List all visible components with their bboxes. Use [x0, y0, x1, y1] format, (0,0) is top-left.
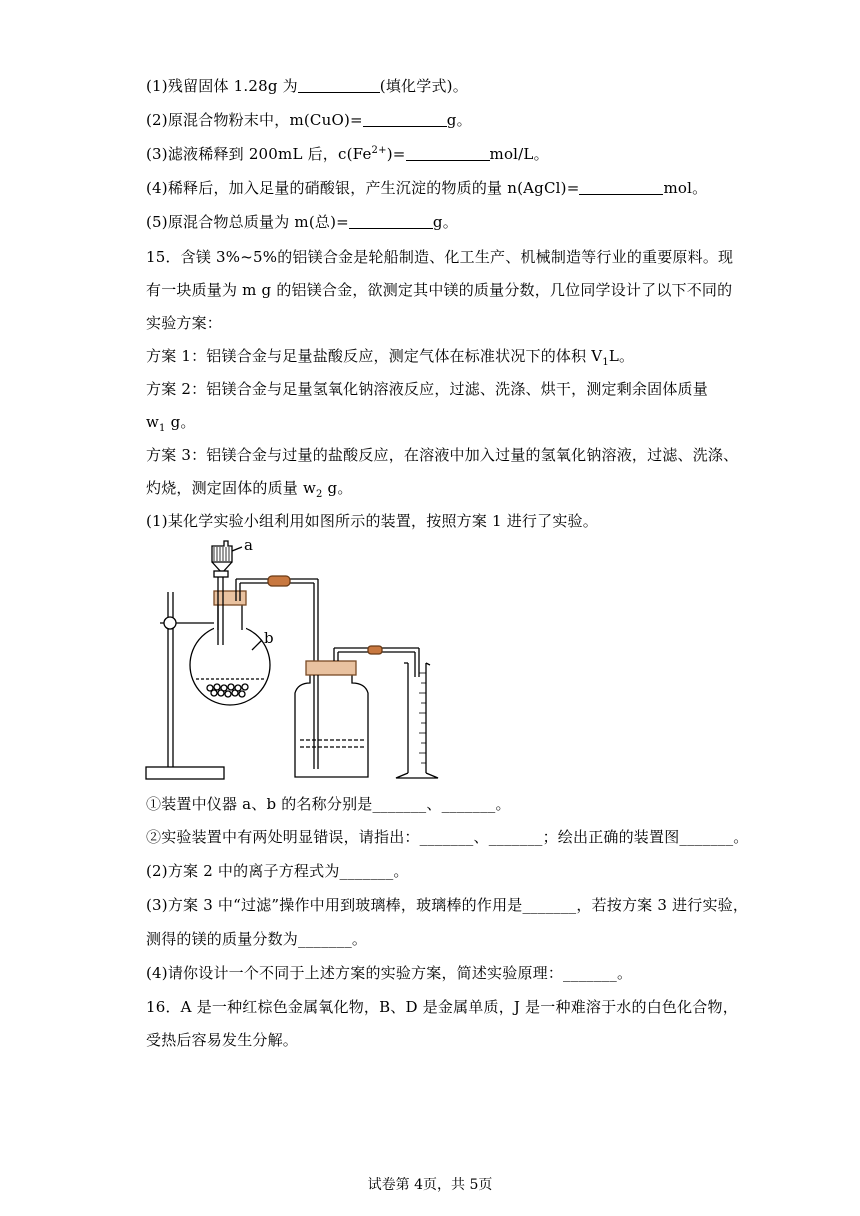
- round-bottom-flask: [190, 625, 270, 705]
- plan-2-line1: 方案 2：铝镁合金与足量氢氧化钠溶液反应，过滤、洗涤、烘干，测定剩余固体质量: [146, 380, 708, 398]
- label-a: a: [244, 537, 253, 554]
- plan-1: 方案 1：铝镁合金与足量盐酸反应，测定气体在标准状况下的体积 $V_1L$。: [146, 347, 635, 368]
- answer-blank[interactable]: [298, 78, 380, 93]
- q15-part1-i: ①装置中仪器 a、b 的名称分别是_______、_______。: [146, 795, 511, 813]
- flask-stopper: [214, 591, 246, 605]
- q15-stem-line3: 实验方案：: [146, 314, 223, 332]
- q15-stem-line1: 15．含镁 3%~5%的铝镁合金是轮船制造、化工生产、机械制造等行业的重要原料。现: [146, 248, 734, 266]
- plan-3-line2: 灼烧，测定固体的质量 $w_2$ g。: [146, 479, 353, 500]
- q15-part3-line2: 测得的镁的质量分数为_______。: [146, 930, 368, 948]
- answer-blank[interactable]: [406, 146, 490, 161]
- q15-part1-ii: ②实验装置中有两处明显错误，请指出：_______、_______；绘出正确的装置图_______。: [146, 828, 749, 846]
- q15-stem-line2: 有一块质量为 m g 的铝镁合金，欲测定其中镁的质量分数，几位同学设计了以下不同的: [146, 281, 733, 299]
- page-footer: 试卷第 4页，共 5页: [367, 1177, 493, 1193]
- q16-stem-line1: 16．A 是一种红棕色金属氧化物，B、D 是金属单质，J 是一种难溶于水的白色化合物，: [146, 998, 738, 1016]
- q15-part2: (2)方案 2 中的离子方程式为_______。: [146, 862, 409, 880]
- stand-base: [146, 767, 224, 779]
- plan-2-line2: $w_1$ g。: [146, 413, 196, 434]
- plan-3-line1: 方案 3：铝镁合金与过量的盐酸反应，在溶液中加入过量的氢氧化钠溶液，过滤、洗涤、: [146, 446, 739, 464]
- answer-blank[interactable]: [579, 180, 663, 195]
- q15-part1: (1)某化学实验小组利用如图所示的装置，按照方案 1 进行了实验。: [146, 512, 598, 530]
- bottle-stopper: [306, 661, 356, 675]
- q14-part3: (3)滤液稀释到 200mL 后，$c(Fe^{2+})= mol/L$。: [146, 145, 549, 163]
- graduated-cylinder: [396, 663, 438, 778]
- answer-blank[interactable]: [349, 214, 433, 229]
- q14-part5: (5)原混合物总质量为 m(总)= g。: [146, 213, 458, 231]
- apparatus-figure: [140, 537, 440, 787]
- q15-part3-line1: (3)方案 3 中“过滤”操作中用到玻璃棒，玻璃棒的作用是_______，若按方案 3 进行实验，: [146, 896, 749, 914]
- q14-part4: (4)稀释后，加入足量的硝酸银，产生沉淀的物质的量 n(AgCl)= mol。: [146, 179, 708, 197]
- q16-stem-line2: 受热后容易发生分解。: [146, 1031, 299, 1049]
- gas-collecting-bottle: [295, 661, 368, 777]
- q15-part4: (4)请你设计一个不同于上述方案的实验方案，简述实验原理：_______。: [146, 964, 633, 982]
- label-b: b: [264, 629, 274, 647]
- answer-blank[interactable]: [363, 112, 447, 127]
- q14-part2: (2)原混合物粉末中，m(CuO)= g。: [146, 111, 472, 129]
- q14-part1: (1)残留固体 1.28g 为 (填化学式)。: [146, 77, 468, 95]
